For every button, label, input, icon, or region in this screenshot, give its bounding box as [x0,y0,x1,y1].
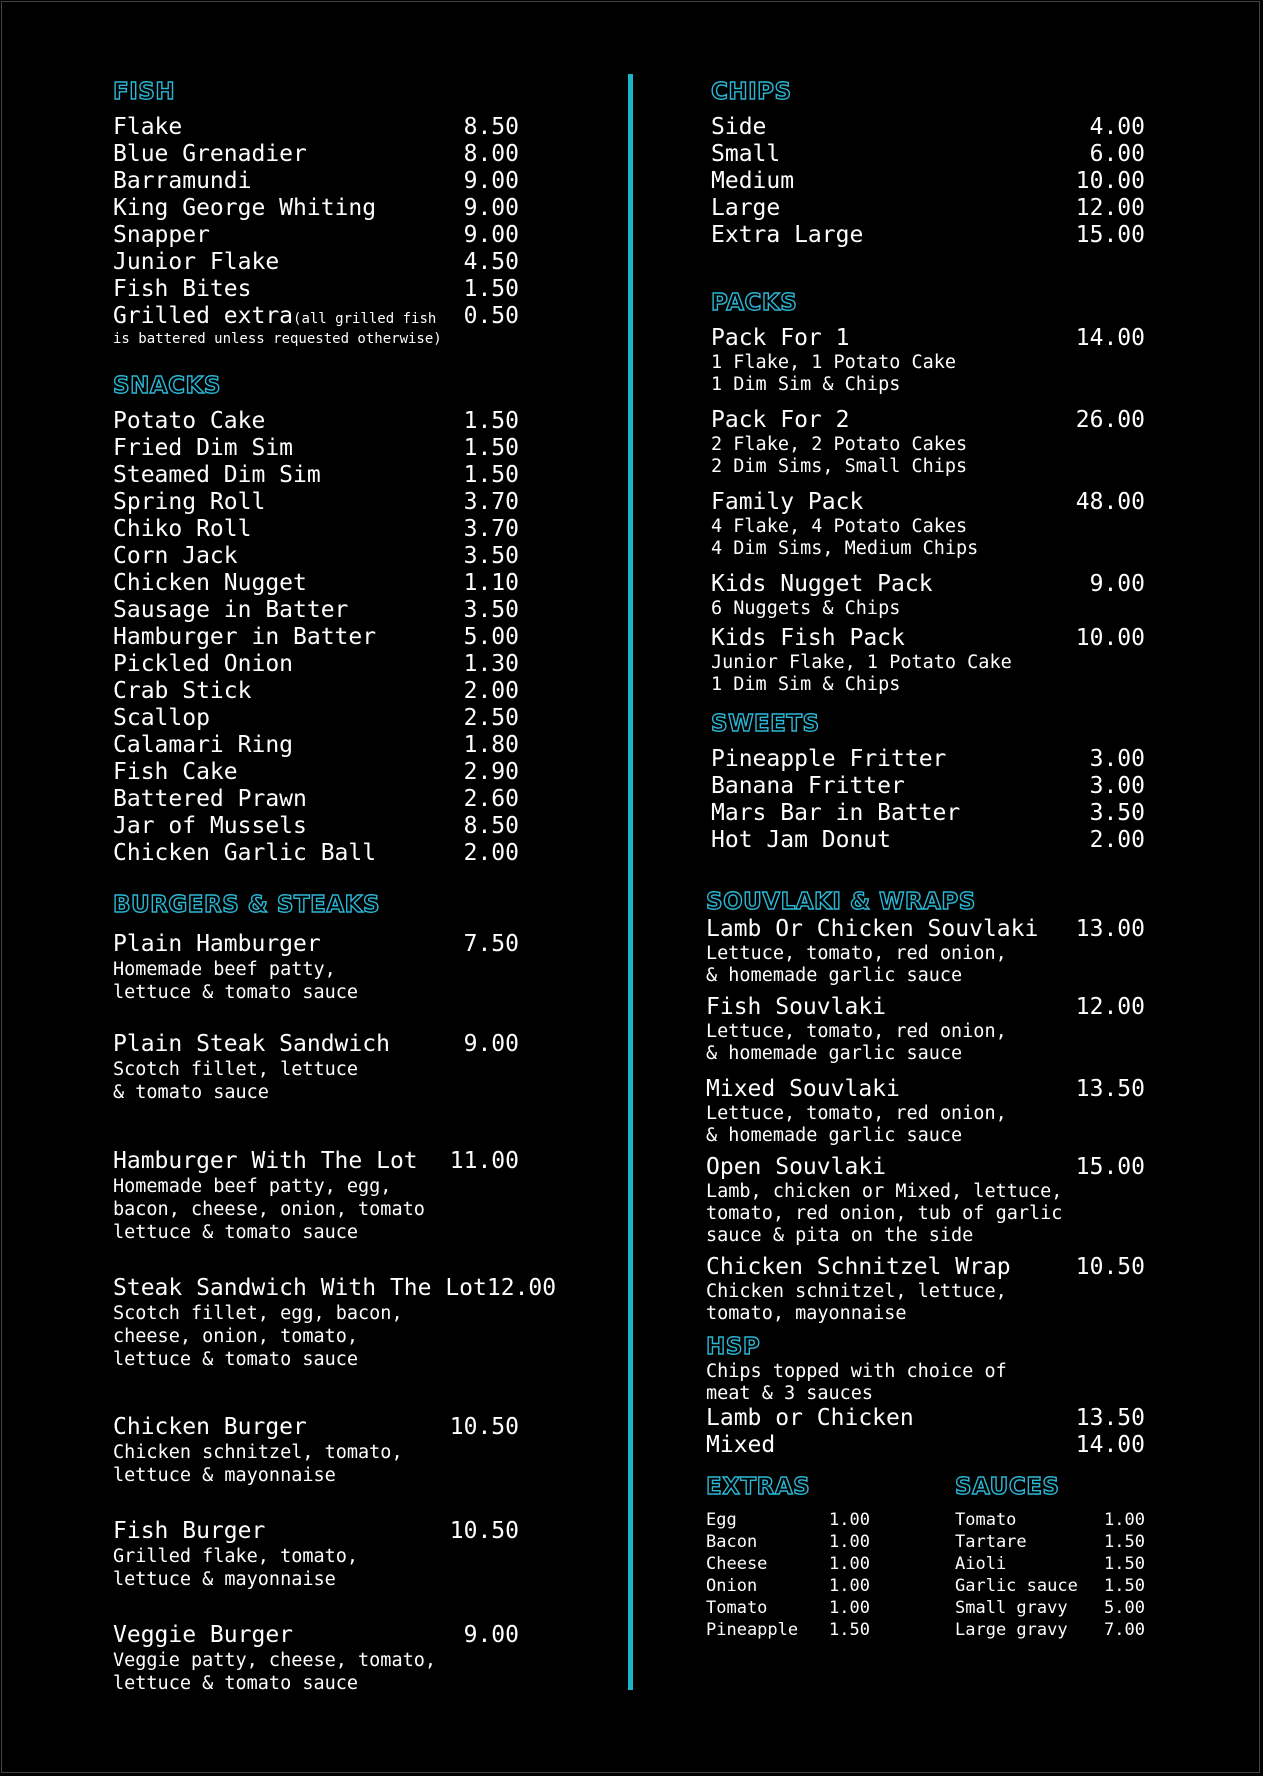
menu-item [706,1432,1145,1459]
menu-item [711,571,1145,620]
item-price: 8.50 [463,114,519,140]
item-description: & homemade garlic sauce [706,1043,963,1064]
grilled-note: is battered unless requested otherwise) [113,331,442,347]
menu-item [113,732,519,759]
menu-item [711,746,1145,773]
item-description: 1 Dim Sim & Chips [711,374,901,395]
menu-item [113,195,519,222]
hsp-desc: meat & 3 sauces [706,1383,874,1404]
extras-block [706,1473,870,1641]
menu-item [706,1154,1145,1247]
item-price: 7.50 [463,931,519,957]
item-description: Scotch fillet, egg, bacon, [113,1303,403,1324]
fish-list [113,114,519,348]
item-price: 5.00 [1104,1598,1145,1618]
item-price: 10.50 [449,1414,519,1440]
item-description: 1 Flake, 1 Potato Cake [711,352,957,373]
item-description: Grilled flake, tomato, [113,1546,359,1567]
menu-item [955,1619,1145,1641]
extras-sauces [706,1473,1145,1641]
menu-item [711,800,1145,827]
menu-item [113,931,519,1004]
item-name: Steamed Dim Sim [113,462,321,488]
item-name: Bacon [706,1532,758,1552]
item-price: 1.50 [463,276,519,302]
item-name: Family Pack [711,489,864,515]
item-price: 1.00 [829,1510,870,1530]
menu-item [113,1275,557,1371]
item-name: Chicken Nugget [113,570,307,596]
menu-item [955,1553,1145,1575]
menu-item [711,489,1145,560]
item-description: Homemade beef patty, [113,959,336,980]
menu-item [113,408,519,435]
item-price: 10.00 [1075,168,1145,194]
item-price: 3.50 [463,543,519,569]
menu-item [711,827,1145,854]
item-description: Junior Flake, 1 Potato Cake [711,652,1012,673]
item-name: Pack For 1 [711,325,850,351]
item-description: Scotch fillet, lettuce [113,1059,359,1080]
menu-item [711,773,1145,800]
menu-item [706,1254,1145,1325]
sweets-list [711,746,1145,854]
item-name: Fish Souvlaki [706,994,887,1020]
menu-item [113,141,519,168]
item-price: 13.50 [1075,1405,1145,1431]
item-price: 10.50 [449,1518,519,1544]
item-description: Chicken schnitzel, tomato, [113,1442,403,1463]
menu-item [113,840,519,867]
item-name: Calamari Ring [113,732,294,758]
item-name: Fried Dim Sim [113,435,294,461]
item-name: Chicken Burger [113,1414,307,1440]
item-name: Plain Hamburger [113,931,321,957]
item-price: 8.00 [463,141,519,167]
snacks-list [113,408,519,867]
item-name: Banana Fritter [711,773,905,799]
menu-item [955,1509,1145,1531]
item-description: 1 Dim Sim & Chips [711,674,901,695]
item-description: lettuce & tomato sauce [113,1673,359,1694]
item-price: 9.00 [463,222,519,248]
item-name: Mixed [706,1432,776,1458]
menu-item [113,705,519,732]
item-price: 15.00 [1075,1154,1145,1180]
chips-list [711,114,1145,249]
menu-item [955,1531,1145,1553]
menu-item [113,678,519,705]
item-description: lettuce & tomato sauce [113,982,359,1003]
item-price: 3.70 [463,516,519,542]
item-name: Corn Jack [113,543,238,569]
menu-item [706,1531,870,1553]
menu-item [113,786,519,813]
item-name: Large gravy [955,1620,1068,1640]
item-description: Lettuce, tomato, red onion, [706,1103,1007,1124]
menu-item [113,597,519,624]
menu-item [711,195,1145,222]
item-description: 2 Flake, 2 Potato Cakes [711,434,968,455]
menu-item [113,1031,519,1104]
item-name: Grilled extra [113,303,294,329]
sauces-heading: SAUCES [955,1474,1060,1500]
item-name: Scallop [113,705,210,731]
item-name: Hot Jam Donut [711,827,892,853]
right-column-lower [706,888,1145,1641]
item-name: Blue Grenadier [113,141,307,167]
menu-item [955,1597,1145,1619]
item-name: Small gravy [955,1598,1068,1618]
extras-heading: EXTRAS [706,1474,811,1500]
menu-item [706,1509,870,1531]
menu-item [955,1575,1145,1597]
item-name: Onion [706,1576,758,1596]
item-price: 7.00 [1104,1620,1145,1640]
item-price: 9.00 [1089,571,1145,597]
item-name: Fish Bites [113,276,252,302]
menu-item [113,303,519,330]
sweets-heading: SWEETS [711,711,820,737]
menu-item [113,1148,519,1244]
item-name: Crab Stick [113,678,252,704]
menu-item [711,222,1145,249]
item-price: 10.00 [1075,625,1145,651]
item-price: 1.00 [829,1576,870,1596]
item-price: 2.00 [463,678,519,704]
item-name: Garlic sauce [955,1576,1078,1596]
item-price: 9.00 [463,195,519,221]
item-price: 1.00 [829,1554,870,1574]
item-name: King George Whiting [113,195,377,221]
item-price: 1.50 [1104,1554,1145,1574]
item-price: 10.50 [1075,1254,1145,1280]
item-price: 3.00 [1089,746,1145,772]
item-description: 6 Nuggets & Chips [711,598,901,619]
item-description: & tomato sauce [113,1082,269,1103]
item-price: 2.50 [463,705,519,731]
item-name: Battered Prawn [113,786,307,812]
item-description: 4 Flake, 4 Potato Cakes [711,516,968,537]
item-description: tomato, red onion, tub of garlic [706,1203,1063,1224]
sauces-block [955,1473,1145,1641]
menu-item [113,516,519,543]
item-name: Veggie Burger [113,1622,294,1648]
item-price: 15.00 [1075,222,1145,248]
item-name: Small [711,141,781,167]
grilled-note: (all grilled fish [293,311,437,327]
item-name: Fish Cake [113,759,238,785]
item-price: 5.00 [463,624,519,650]
item-name: Hamburger With The Lot [113,1148,418,1174]
menu-item [113,222,519,249]
extras-list [706,1509,870,1641]
item-name: Spring Roll [113,489,266,515]
item-price: 1.50 [1104,1532,1145,1552]
item-price: 4.50 [463,249,519,275]
item-price: 1.50 [829,1620,870,1640]
menu-item [706,1619,870,1641]
item-price: 12.00 [1075,994,1145,1020]
menu-item [113,168,519,195]
item-name: Chicken Schnitzel Wrap [706,1254,1011,1280]
item-price: 1.50 [463,408,519,434]
item-description: sauce & pita on the side [706,1225,974,1246]
item-price: 12.00 [486,1275,557,1301]
menu-item [113,249,519,276]
packs-heading: PACKS [711,290,798,316]
hsp-list [706,1405,1145,1459]
item-name: Hamburger in Batter [113,624,377,650]
item-name: Flake [113,114,183,140]
item-name: Chicken Garlic Ball [113,840,377,866]
item-name: Egg [706,1510,737,1530]
item-price: 6.00 [1089,141,1145,167]
item-description: Lamb, chicken or Mixed, lettuce, [706,1181,1063,1202]
item-name: Potato Cake [113,408,266,434]
item-description: Chicken schnitzel, lettuce, [706,1281,1007,1302]
item-name: Medium [711,168,795,194]
item-price: 3.70 [463,489,519,515]
item-price: 1.00 [829,1532,870,1552]
menu-item [706,1076,1145,1147]
item-name: Extra Large [711,222,864,248]
menu-item [711,325,1145,396]
item-price: 12.00 [1075,195,1145,221]
item-description: & homemade garlic sauce [706,1125,963,1146]
item-name: Kids Fish Pack [711,625,905,651]
menu-item [706,1597,870,1619]
item-name: Large [711,195,781,221]
item-name: Lamb Or Chicken Souvlaki [706,916,1039,942]
left-column [113,78,557,1695]
item-description: lettuce & tomato sauce [113,1349,359,1370]
menu-item [113,1414,519,1487]
item-name: Jar of Mussels [113,813,307,839]
item-name: Chiko Roll [113,516,252,542]
item-price: 3.00 [1089,773,1145,799]
menu-item [113,276,519,303]
item-name: Pack For 2 [711,407,850,433]
item-price: 2.60 [463,786,519,812]
item-price: 1.00 [1104,1510,1145,1530]
item-price: 14.00 [1075,325,1145,351]
item-price: 1.30 [463,651,519,677]
menu-item [113,1622,519,1695]
item-price: 9.00 [463,168,519,194]
fish-heading: FISH [113,79,176,105]
menu-item [113,813,519,840]
item-price: 4.00 [1089,114,1145,140]
item-name: Junior Flake [113,249,280,275]
item-price: 11.00 [449,1148,519,1174]
item-price: 14.00 [1075,1432,1145,1458]
menu-item [711,407,1145,478]
menu-item [113,651,519,678]
right-column [711,78,1145,854]
item-description: bacon, cheese, onion, tomato [113,1199,425,1220]
item-name: Pickled Onion [113,651,294,677]
item-description: Homemade beef patty, egg, [113,1176,392,1197]
menu-item [706,1405,1145,1432]
item-price: 13.00 [1075,916,1145,942]
item-price: 3.50 [1089,800,1145,826]
item-name: Aioli [955,1554,1007,1574]
item-name: Tartare [955,1532,1027,1552]
item-name: Steak Sandwich With The Lot [113,1275,487,1301]
burgers-list [113,931,557,1695]
sauces-list [955,1509,1145,1641]
menu-item [711,625,1145,696]
menu-item [711,168,1145,195]
item-description: lettuce & tomato sauce [113,1222,359,1243]
item-description: Lettuce, tomato, red onion, [706,943,1007,964]
item-price: 26.00 [1075,407,1145,433]
item-name: Pineapple [706,1620,799,1640]
item-price: 2.00 [1089,827,1145,853]
item-description: Lettuce, tomato, red onion, [706,1021,1007,1042]
item-name: Open Souvlaki [706,1154,887,1180]
item-price: 9.00 [463,1031,519,1057]
item-price: 1.00 [829,1598,870,1618]
burgers-heading: BURGERS & STEAKS [113,892,381,918]
item-price: 0.50 [463,303,519,329]
menu-item [711,114,1145,141]
item-name: Mars Bar in Batter [711,800,961,826]
menu-item [113,570,519,597]
item-description: Veggie patty, cheese, tomato, [113,1650,437,1671]
item-description: tomato, mayonnaise [706,1303,907,1324]
item-price: 2.90 [463,759,519,785]
hsp-desc: Chips topped with choice of [706,1361,1007,1382]
menu-item [706,1553,870,1575]
item-name: Lamb or Chicken [706,1405,914,1431]
item-price: 9.00 [463,1622,519,1648]
item-description: 4 Dim Sims, Medium Chips [711,538,979,559]
item-name: Sausage in Batter [113,597,349,623]
souvlaki-heading: SOUVLAKI & WRAPS [706,889,976,915]
item-name: Side [711,114,767,140]
menu-item [711,141,1145,168]
menu-item [113,624,519,651]
item-price: 1.50 [463,435,519,461]
chips-heading: CHIPS [711,79,792,105]
item-price: 1.50 [463,462,519,488]
item-name: Tomato [706,1598,768,1618]
menu-item [706,994,1145,1065]
snacks-heading: SNACKS [113,373,221,399]
item-price: 2.00 [463,840,519,866]
item-name: Plain Steak Sandwich [113,1031,390,1057]
item-description: 2 Dim Sims, Small Chips [711,456,968,477]
item-name: Pineapple Fritter [711,746,947,772]
item-name: Barramundi [113,168,252,194]
column-divider [628,74,633,1690]
menu-item [706,1575,870,1597]
item-name: Fish Burger [113,1518,266,1544]
packs-list [711,325,1145,696]
menu-item [113,1518,519,1591]
menu-item [113,114,519,141]
hsp-heading: HSP [706,1334,761,1360]
menu-item [113,462,519,489]
item-price: 1.10 [463,570,519,596]
item-description: cheese, onion, tomato, [113,1326,359,1347]
menu-item [113,489,519,516]
item-description: lettuce & mayonnaise [113,1465,336,1486]
item-name: Snapper [113,222,210,248]
menu-item [113,543,519,570]
item-name: Tomato [955,1510,1017,1530]
item-price: 48.00 [1075,489,1145,515]
item-name: Kids Nugget Pack [711,571,933,597]
item-name: Cheese [706,1554,768,1574]
menu-item [113,759,519,786]
menu-item [113,435,519,462]
item-price: 13.50 [1075,1076,1145,1102]
item-price: 8.50 [463,813,519,839]
item-description: & homemade garlic sauce [706,965,963,986]
item-name: Mixed Souvlaki [706,1076,900,1102]
souvlaki-list [706,916,1145,1325]
item-price: 1.80 [463,732,519,758]
item-description: lettuce & mayonnaise [113,1569,336,1590]
item-price: 3.50 [463,597,519,623]
menu-item [706,916,1145,987]
item-price: 1.50 [1104,1576,1145,1596]
